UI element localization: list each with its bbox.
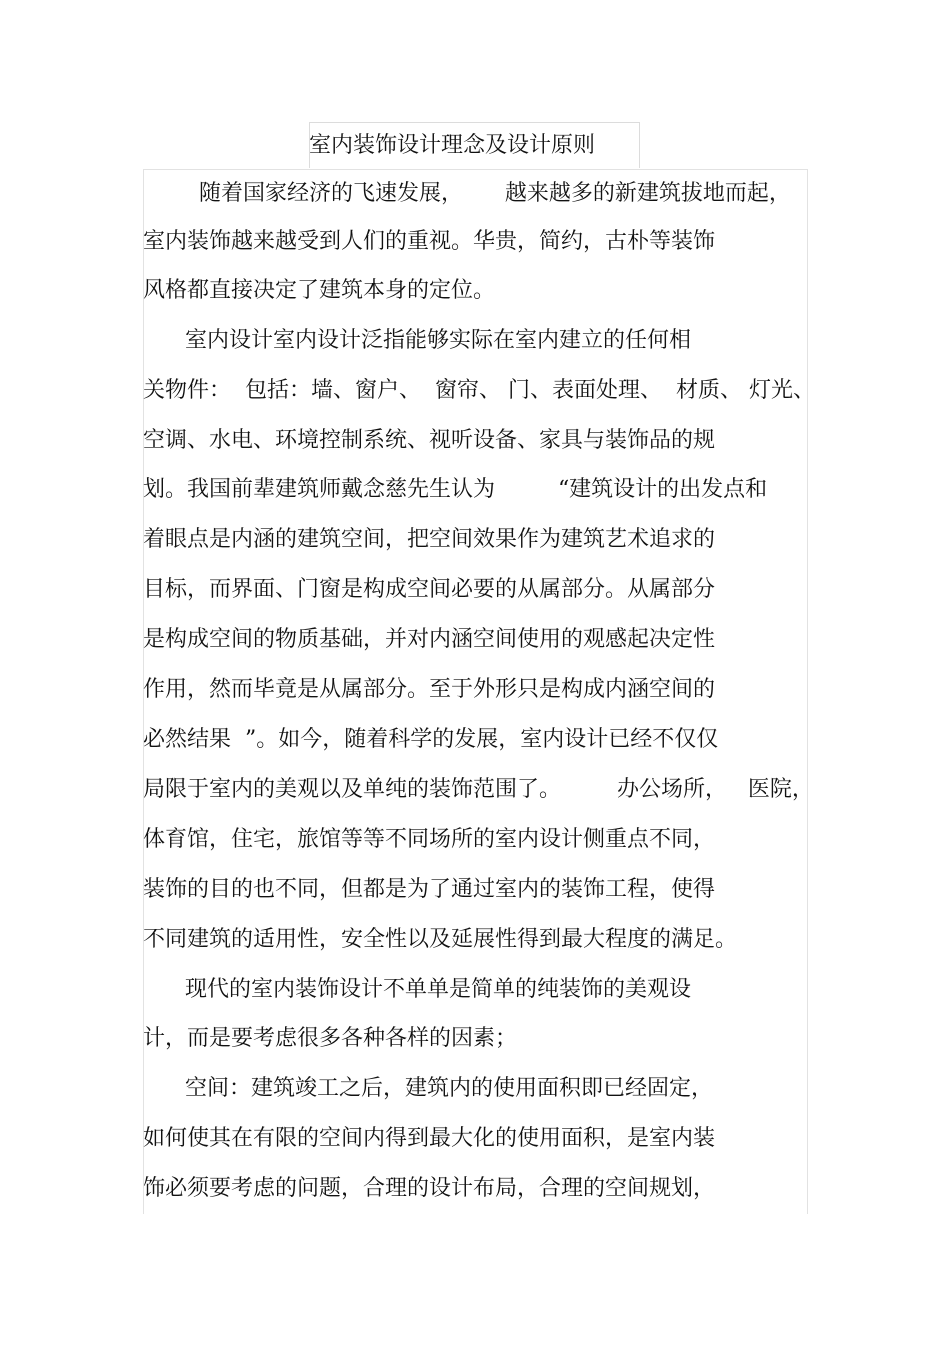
text-line: 不同建筑的适用性，安全性以及延展性得到最大程度的满足。 [143, 927, 738, 952]
text-line: 现代的室内装饰设计不单单是简单的纯装饰的美观设 [143, 977, 691, 1002]
page-title: 室内装饰设计理念及设计原则 [309, 133, 596, 158]
text-line: 室内装饰越来越受到人们的重视。华贵，简约，古朴等装饰 [143, 229, 716, 254]
text-line: 关物件： 包括：墙、窗户、 窗帘、 门、表面处理、 材质、 灯光、 [143, 378, 815, 403]
text-line: 作用，然而毕竟是从属部分。至于外形只是构成内涵空间的 [143, 677, 716, 702]
text-line: 是构成空间的物质基础，并对内涵空间使用的观感起决定性 [143, 627, 716, 652]
text-line: 目标，而界面、门窗是构成空间必要的从属部分。从属部分 [143, 577, 716, 602]
text-line: 局限于室内的美观以及单纯的装饰范围了。 办公场所， 医院， [143, 777, 814, 802]
text-line: 风格都直接决定了建筑本身的定位。 [143, 278, 496, 303]
text-line: 划。我国前辈建筑师戴念慈先生认为 “建筑设计的出发点和 [143, 477, 768, 502]
text-line: 如何使其在有限的空间内得到最大化的使用面积，是室内装 [143, 1126, 716, 1151]
text-line: 室内设计室内设计泛指能够实际在室内建立的任何相 [143, 328, 691, 353]
text-line: 空间：建筑竣工之后，建筑内的使用面积即已经固定， [143, 1076, 713, 1101]
text-line: 体育馆，住宅，旅馆等等不同场所的室内设计侧重点不同， [143, 827, 716, 852]
text-line: 必然结果 ”。如今，随着科学的发展，室内设计已经不仅仅 [143, 727, 719, 752]
text-line: 计，而是要考虑很多各种各样的因素； [143, 1026, 518, 1051]
text-line: 装饰的目的也不同，但都是为了通过室内的装饰工程，使得 [143, 877, 716, 902]
text-line: 着眼点是内涵的建筑空间，把空间效果作为建筑艺术追求的 [143, 527, 716, 552]
text-line: 空调、水电、环境控制系统、视听设备、家具与装饰品的规 [143, 428, 716, 453]
text-line: 饰必须要考虑的问题，合理的设计布局，合理的空间规划， [143, 1176, 716, 1201]
text-line: 随着国家经济的飞速发展， 越来越多的新建筑拔地而起， [143, 181, 791, 206]
